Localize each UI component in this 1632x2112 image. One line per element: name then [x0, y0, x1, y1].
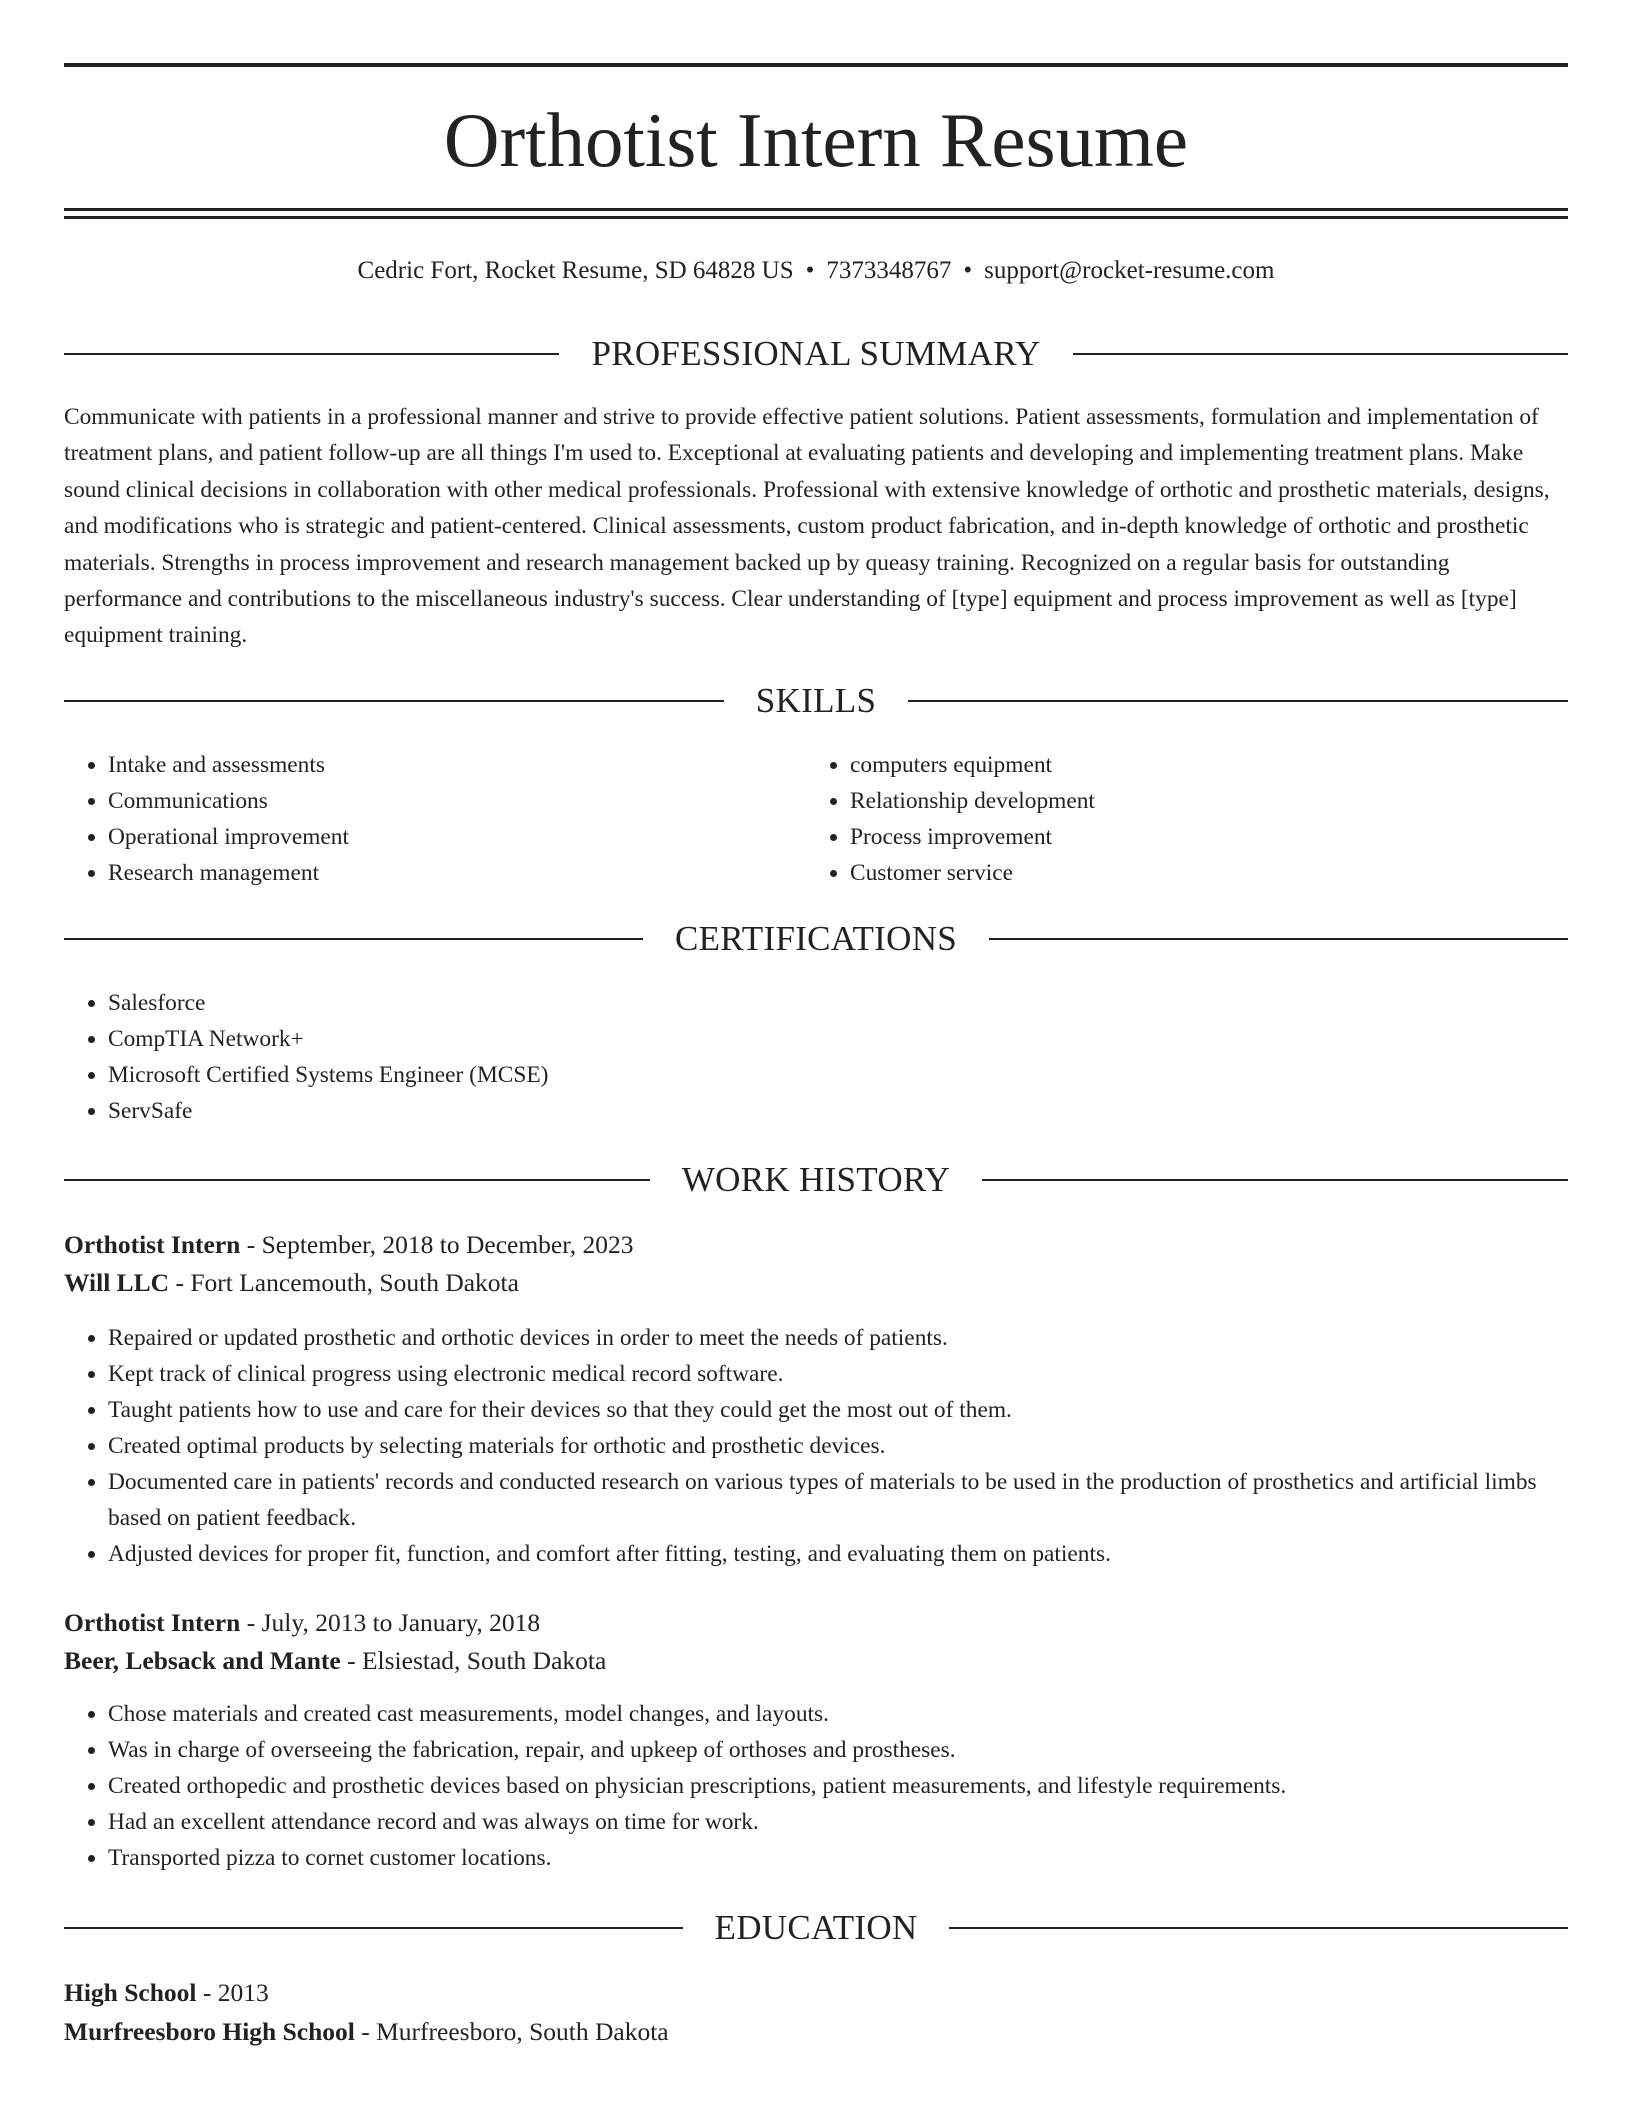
list-item: • Process improvement — [850, 819, 1550, 855]
list-item: • Had an excellent attendance record and was always on time for work. — [108, 1804, 1568, 1840]
job-bullets — [64, 1320, 1568, 1572]
list-item: • Created orthopedic and prosthetic devices based on physician prescriptions, patient measurements, and lifestyle requirements. — [108, 1768, 1568, 1804]
list-item: • Microsoft Certified Systems Engineer (MCSE) — [108, 1057, 1568, 1093]
list-item: • Was in charge of overseeing the fabrication, repair, and upkeep of orthoses and prostheses. — [108, 1732, 1568, 1768]
job-company: Beer, Lebsack and Mante — [64, 1646, 341, 1675]
list-item: • Customer service — [850, 855, 1550, 891]
list-item: • Created optimal products by selecting materials for orthotic and prosthetic devices. — [108, 1428, 1568, 1464]
list-item: • Operational improvement — [108, 819, 808, 855]
heading-rule-right — [989, 938, 1568, 940]
job-location: - Fort Lancemouth, South Dakota — [175, 1268, 519, 1297]
job-company-line — [64, 1264, 1568, 1302]
skills-list-right — [806, 747, 1550, 891]
header-top-rule — [64, 63, 1568, 67]
section-title: EDUCATION — [714, 1908, 918, 1947]
education-degree-line — [64, 1974, 1568, 2012]
section-heading-skills — [64, 679, 1568, 723]
education-degree: High School — [64, 1978, 197, 2007]
list-item: • Intake and assessments — [108, 747, 808, 783]
list-item: • Relationship development — [850, 783, 1550, 819]
job-dates: - July, 2013 to January, 2018 — [246, 1608, 541, 1637]
job-dates: - September, 2018 to December, 2023 — [246, 1230, 634, 1259]
section-heading-summary — [64, 332, 1568, 376]
section-title: PROFESSIONAL SUMMARY — [591, 334, 1041, 373]
heading-rule-left — [64, 1927, 683, 1929]
list-item: • computers equipment — [850, 747, 1550, 783]
list-item: • Research management — [108, 855, 808, 891]
section-title: CERTIFICATIONS — [674, 919, 958, 958]
section-heading-education — [64, 1906, 1568, 1950]
list-item: • Communications — [108, 783, 808, 819]
heading-rule-left — [64, 700, 724, 702]
header-bottom-rule — [64, 208, 1568, 211]
contact-phone: 7373348767 — [826, 257, 952, 284]
job-company-line — [64, 1642, 1568, 1680]
list-item: • Transported pizza to cornet customer locations. — [108, 1840, 1568, 1876]
contact-separator: • — [805, 257, 815, 284]
section-title: WORK HISTORY — [681, 1160, 951, 1199]
heading-rule-left — [64, 1179, 650, 1181]
list-item: • Documented care in patients' records and conducted research on various types of materials to be used in the production of prosthetics and artificial limbs based on patient feedback. — [108, 1464, 1568, 1536]
skills-list-left — [64, 747, 808, 891]
list-item: • Adjusted devices for proper fit, function, and comfort after fitting, testing, and evaluating them on patients. — [108, 1536, 1568, 1572]
job-company: Will LLC — [64, 1268, 170, 1297]
job-bullets — [64, 1696, 1568, 1876]
summary-text: Communicate with patients in a professional manner and strive to provide effective patient solutions. Patient assessments, formulation and implementation of treatment plans, and patient follow-up are all things I'm used to. Exceptional at evaluating patients and developing and implementing treatment plans. Make sound clinical decisions in collaboration with other medical professionals. Professional with extensive knowledge of orthotic and prosthetic materials, designs, and modifications who is strategic and patient-centered. Clinical assessments, custom product fabrication, and in-depth knowledge of orthotic and prosthetic materials. Strengths in process improvement and research management backed up by queasy training. Recognized on a regular basis for outstanding performance and contributions to the miscellaneous industry's success. Clear understanding of [type] equipment and process improvement as well as [type] equipment training. — [64, 404, 1550, 649]
contact-separator: • — [963, 257, 973, 284]
page-title: Orthotist Intern Resume — [443, 97, 1189, 183]
contact-address: Cedric Fort, Rocket Resume, SD 64828 US — [357, 257, 794, 284]
section-title: SKILLS — [755, 681, 877, 720]
heading-rule-right — [908, 700, 1568, 702]
list-item: • CompTIA Network+ — [108, 1021, 1568, 1057]
education-location: - Murfreesboro, South Dakota — [361, 2017, 669, 2046]
education-year: - 2013 — [202, 1978, 269, 2007]
section-heading-certifications — [64, 917, 1568, 961]
list-item: • Chose materials and created cast measurements, model changes, and layouts. — [108, 1696, 1568, 1732]
job-location: - Elsiestad, South Dakota — [347, 1646, 607, 1675]
job-title-line — [64, 1604, 1568, 1642]
list-item: • ServSafe — [108, 1093, 1568, 1129]
section-heading-work — [64, 1158, 1568, 1202]
job-title: Orthotist Intern — [64, 1230, 241, 1259]
header-bottom-rule-2 — [64, 216, 1568, 219]
heading-rule-right — [1073, 353, 1568, 355]
heading-rule-right — [949, 1927, 1568, 1929]
job-title: Orthotist Intern — [64, 1608, 241, 1637]
certifications-list — [64, 985, 1568, 1129]
contact-line — [64, 254, 1568, 288]
list-item: • Taught patients how to use and care for their devices so that they could get the most out of them. — [108, 1392, 1568, 1428]
contact-email: support@rocket-resume.com — [984, 257, 1275, 284]
education-school-line — [64, 2013, 1568, 2051]
list-item: • Kept track of clinical progress using electronic medical record software. — [108, 1356, 1568, 1392]
heading-rule-right — [982, 1179, 1568, 1181]
education-school: Murfreesboro High School — [64, 2017, 355, 2046]
list-item: • Salesforce — [108, 985, 1568, 1021]
heading-rule-left — [64, 353, 559, 355]
job-title-line — [64, 1226, 1568, 1264]
list-item: • Repaired or updated prosthetic and orthotic devices in order to meet the needs of patients. — [108, 1320, 1568, 1356]
heading-rule-left — [64, 938, 643, 940]
